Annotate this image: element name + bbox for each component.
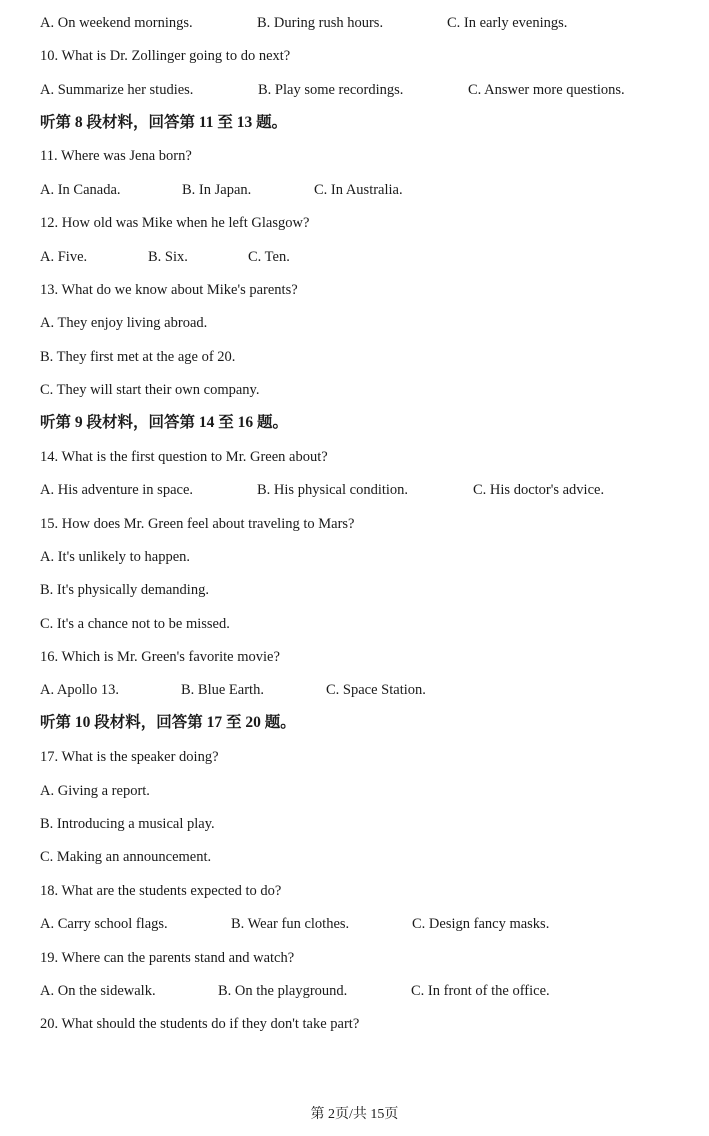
question-13-option-a: A. They enjoy living abroad.	[40, 315, 208, 331]
question-13-option-c: C. They will start their own company.	[40, 382, 260, 398]
option-c: C. Space Station.	[326, 682, 426, 698]
question-17-option-c: C. Making an announcement.	[40, 849, 212, 865]
question-17-option-b: B. Introducing a musical play.	[40, 816, 215, 832]
option-c: C. In Australia.	[314, 182, 403, 198]
option-a: A. On weekend mornings.	[40, 15, 193, 31]
option-a: A. Apollo 13.	[40, 682, 119, 698]
question-19-stem: 19. Where can the parents stand and watch?	[40, 950, 295, 966]
question-13-option-b: B. They first met at the age of 20.	[40, 349, 236, 365]
option-a: A. His adventure in space.	[40, 482, 194, 498]
question-20-stem: 20. What should the students do if they don't take part?	[40, 1016, 360, 1032]
option-a: A. Carry school flags.	[40, 916, 168, 932]
question-15-option-c: C. It's a chance not to be missed.	[40, 616, 230, 632]
section-heading-10: 听第 10 段材料，回答第 17 至 20 题。	[40, 714, 296, 731]
option-c: C. Ten.	[248, 249, 290, 265]
option-b: B. His physical condition.	[257, 482, 409, 498]
question-12-stem: 12. How old was Mike when he left Glasgow?	[40, 215, 310, 231]
question-15-option-a: A. It's unlikely to happen.	[40, 549, 191, 565]
section-heading-8: 听第 8 段材料，回答第 11 至 13 题。	[40, 114, 288, 131]
option-a: A. On the sidewalk.	[40, 983, 156, 999]
option-c: C. His doctor's advice.	[473, 482, 605, 498]
question-16-stem: 16. Which is Mr. Green's favorite movie?	[40, 649, 280, 665]
option-a: A. Summarize her studies.	[40, 82, 194, 98]
question-17-option-a: A. Giving a report.	[40, 783, 150, 799]
option-b: B. Blue Earth.	[181, 682, 264, 698]
page-number: 第 2页/共 15页	[310, 1107, 399, 1122]
option-c: C. In early evenings.	[447, 15, 568, 31]
question-15-stem: 15. How does Mr. Green feel about traveling to Mars?	[40, 516, 355, 532]
option-c: C. Design fancy masks.	[412, 916, 550, 932]
option-b: B. Play some recordings.	[258, 82, 404, 98]
question-13-stem: 13. What do we know about Mike's parents?	[40, 282, 298, 298]
question-14-stem: 14. What is the first question to Mr. Green about?	[40, 449, 328, 465]
question-11-stem: 11. Where was Jena born?	[40, 148, 192, 164]
option-b: B. Wear fun clothes.	[231, 916, 350, 932]
section-heading-9: 听第 9 段材料，回答第 14 至 16 题。	[40, 414, 289, 431]
option-b: B. During rush hours.	[257, 15, 384, 31]
question-17-stem: 17. What is the speaker doing?	[40, 749, 219, 765]
option-c: C. In front of the office.	[411, 983, 550, 999]
option-b: B. In Japan.	[182, 182, 252, 198]
option-a: A. In Canada.	[40, 182, 121, 198]
option-b: B. Six.	[148, 249, 188, 265]
option-b: B. On the playground.	[218, 983, 348, 999]
question-10-stem: 10. What is Dr. Zollinger going to do next?	[40, 48, 291, 64]
option-c: C. Answer more questions.	[468, 82, 625, 98]
question-18-stem: 18. What are the students expected to do?	[40, 883, 282, 899]
option-a: A. Five.	[40, 249, 88, 265]
question-15-option-b: B. It's physically demanding.	[40, 582, 209, 598]
